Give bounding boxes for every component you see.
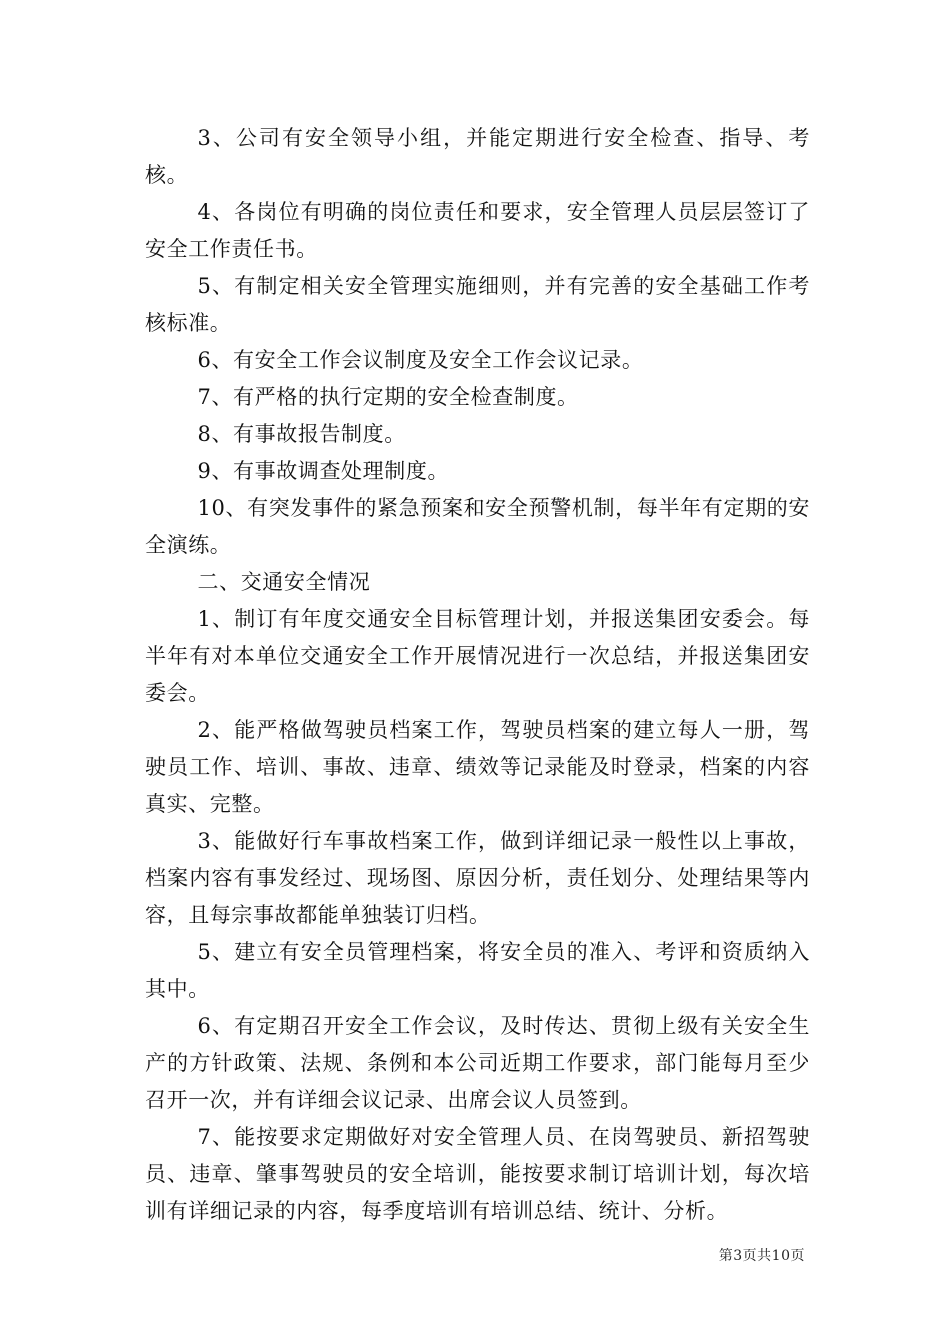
paragraph-traffic-1-plan: 1、制订有年度交通安全目标管理计划，并报送集团安委会。每半年有对本单位交通安全工作开展情况进行一次总结，并报送集团安委会。: [145, 607, 810, 705]
paragraph-traffic-7-training: 7、能按要求定期做好对安全管理人员、在岗驾驶员、新招驾驶员、违章、肇事驾驶员的安全培训，能按要求制订培训计划，每次培训有详细记录的内容，每季度培训有培训总结、统计、分析。: [145, 1125, 810, 1223]
paragraph-item-9-investigation: 9、有事故调查处理制度。: [197, 459, 450, 483]
paragraph-traffic-6-meetings: 6、有定期召开安全工作会议，及时传达、贯彻上级有关安全生产的方针政策、法规、条例和本公司近期工作要求，部门能每月至少召开一次，并有详细会议记录、出席会议人员签到。: [145, 1014, 810, 1112]
section-heading-traffic-safety: 二、交通安全情况: [197, 570, 371, 594]
paragraph-item-5-rules: 5、有制定相关安全管理实施细则，并有完善的安全基础工作考核标准。: [145, 274, 810, 335]
paragraph-traffic-5-safety-officer: 5、建立有安全员管理档案，将安全员的准入、考评和资质纳入其中。: [145, 940, 810, 1001]
paragraph-item-3-leadership: 3、公司有安全领导小组，并能定期进行安全检查、指导、考核。: [145, 126, 810, 187]
paragraph-item-10-emergency: 10、有突发事件的紧急预案和安全预警机制，每半年有定期的安全演练。: [145, 496, 810, 557]
page-number-footer: 第3页共10页: [718, 1248, 805, 1264]
paragraph-item-8-reporting: 8、有事故报告制度。: [197, 422, 406, 446]
paragraph-item-7-inspection: 7、有严格的执行定期的安全检查制度。: [197, 385, 579, 409]
paragraph-traffic-3-accident-files: 3、能做好行车事故档案工作，做到详细记录一般性以上事故，档案内容有事发经过、现场图、原因分析，责任划分、处理结果等内容，且每宗事故都能单独装订归档。: [145, 829, 810, 927]
paragraph-item-4-responsibility: 4、各岗位有明确的岗位责任和要求，安全管理人员层层签订了安全工作责任书。: [145, 200, 810, 261]
document-body: [145, 120, 810, 1230]
paragraph-item-6-meetings: 6、有安全工作会议制度及安全工作会议记录。: [197, 348, 644, 372]
paragraph-traffic-2-driver-files: 2、能严格做驾驶员档案工作，驾驶员档案的建立每人一册，驾驶员工作、培训、事故、违章、绩效等记录能及时登录，档案的内容真实、完整。: [145, 718, 810, 816]
